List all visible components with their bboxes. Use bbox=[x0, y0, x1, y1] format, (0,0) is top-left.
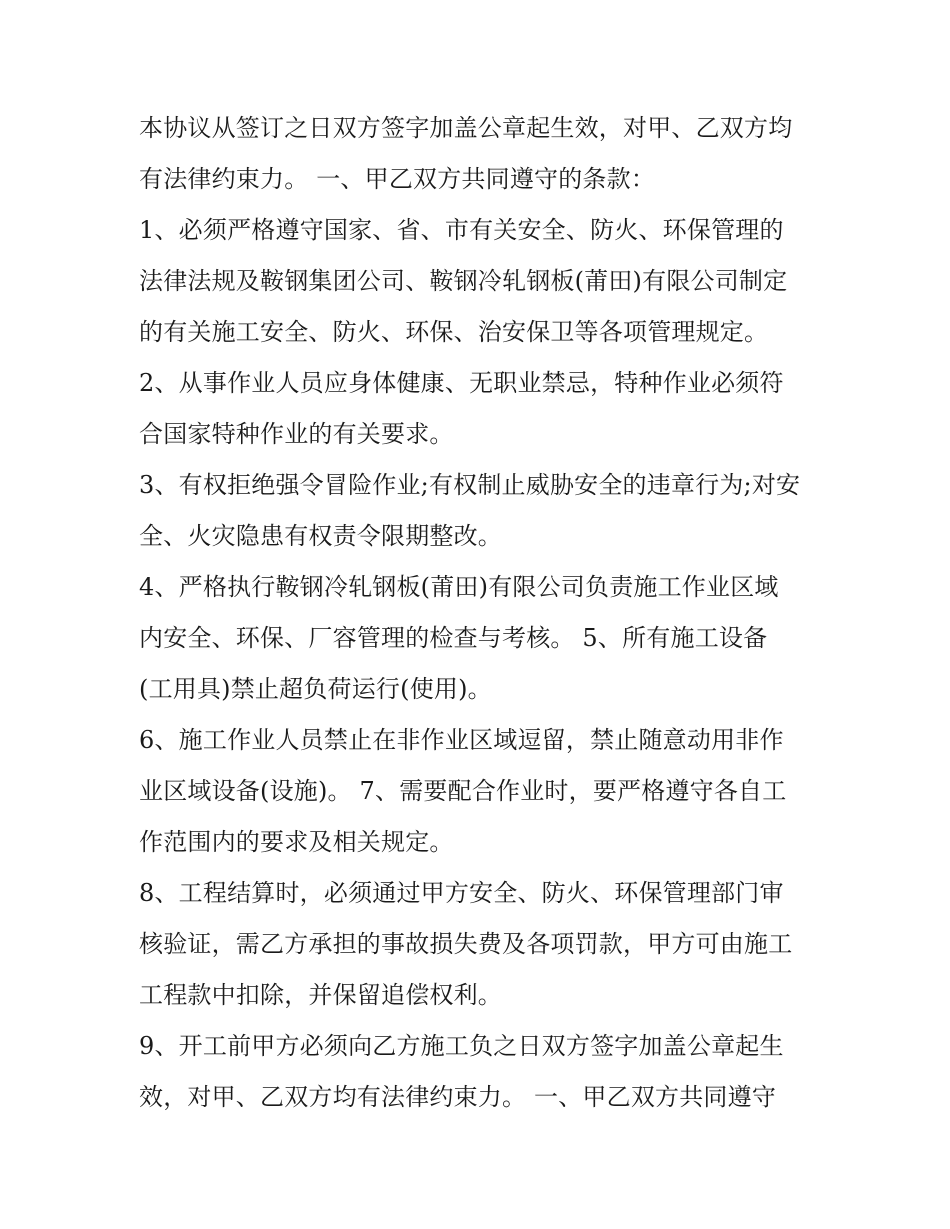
text-line: 9、开工前甲方必须向乙方施工负之日双方签字加盖公章起生 bbox=[139, 1032, 784, 1060]
text-line: 工程款中扣除，并保留追偿权利。 bbox=[139, 981, 502, 1009]
text-line: 的有关施工安全、防火、环保、治安保卫等各项管理规定。 bbox=[139, 318, 769, 346]
text-line: 2、从事作业人员应身体健康、无职业禁忌，特种作业必须符 bbox=[139, 369, 784, 397]
document-body bbox=[139, 103, 819, 1123]
text-line: 合国家特种作业的有关要求。 bbox=[139, 420, 454, 448]
text-line: 业区域设备(设施)。 7、需要配合作业时，要严格遵守各自工 bbox=[139, 777, 787, 805]
text-line: 核验证，需乙方承担的事故损失费及各项罚款，甲方可由施工 bbox=[139, 930, 793, 958]
text-line: 法律法规及鞍钢集团公司、鞍钢冷轧钢板(莆田)有限公司制定 bbox=[139, 267, 788, 295]
text-line: 3、有权拒绝强令冒险作业;有权制止威胁安全的违章行为;对安 bbox=[139, 471, 801, 499]
text-line: 全、火灾隐患有权责令限期整改。 bbox=[139, 522, 502, 550]
text-line: 8、工程结算时，必须通过甲方安全、防火、环保管理部门审 bbox=[139, 879, 784, 907]
text-line: 效，对甲、乙双方均有法律约束力。 一、甲乙双方共同遵守 bbox=[139, 1083, 777, 1111]
text-line: 4、严格执行鞍钢冷轧钢板(莆田)有限公司负责施工作业区域 bbox=[139, 573, 779, 601]
text-line: 1、必须严格遵守国家、省、市有关安全、防火、环保管理的 bbox=[139, 216, 784, 244]
text-line: 内安全、环保、厂容管理的检查与考核。 5、所有施工设备 bbox=[139, 624, 768, 652]
text-line: 6、施工作业人员禁止在非作业区域逗留，禁止随意动用非作 bbox=[139, 726, 784, 754]
text-line: 作范围内的要求及相关规定。 bbox=[139, 828, 454, 856]
text-line: 有法律约束力。 一、甲乙双方共同遵守的条款： bbox=[139, 165, 656, 193]
text-line: 本协议从签订之日双方签字加盖公章起生效，对甲、乙双方均 bbox=[139, 114, 793, 142]
text-line: (工用具)禁止超负荷运行(使用)。 bbox=[139, 675, 492, 703]
